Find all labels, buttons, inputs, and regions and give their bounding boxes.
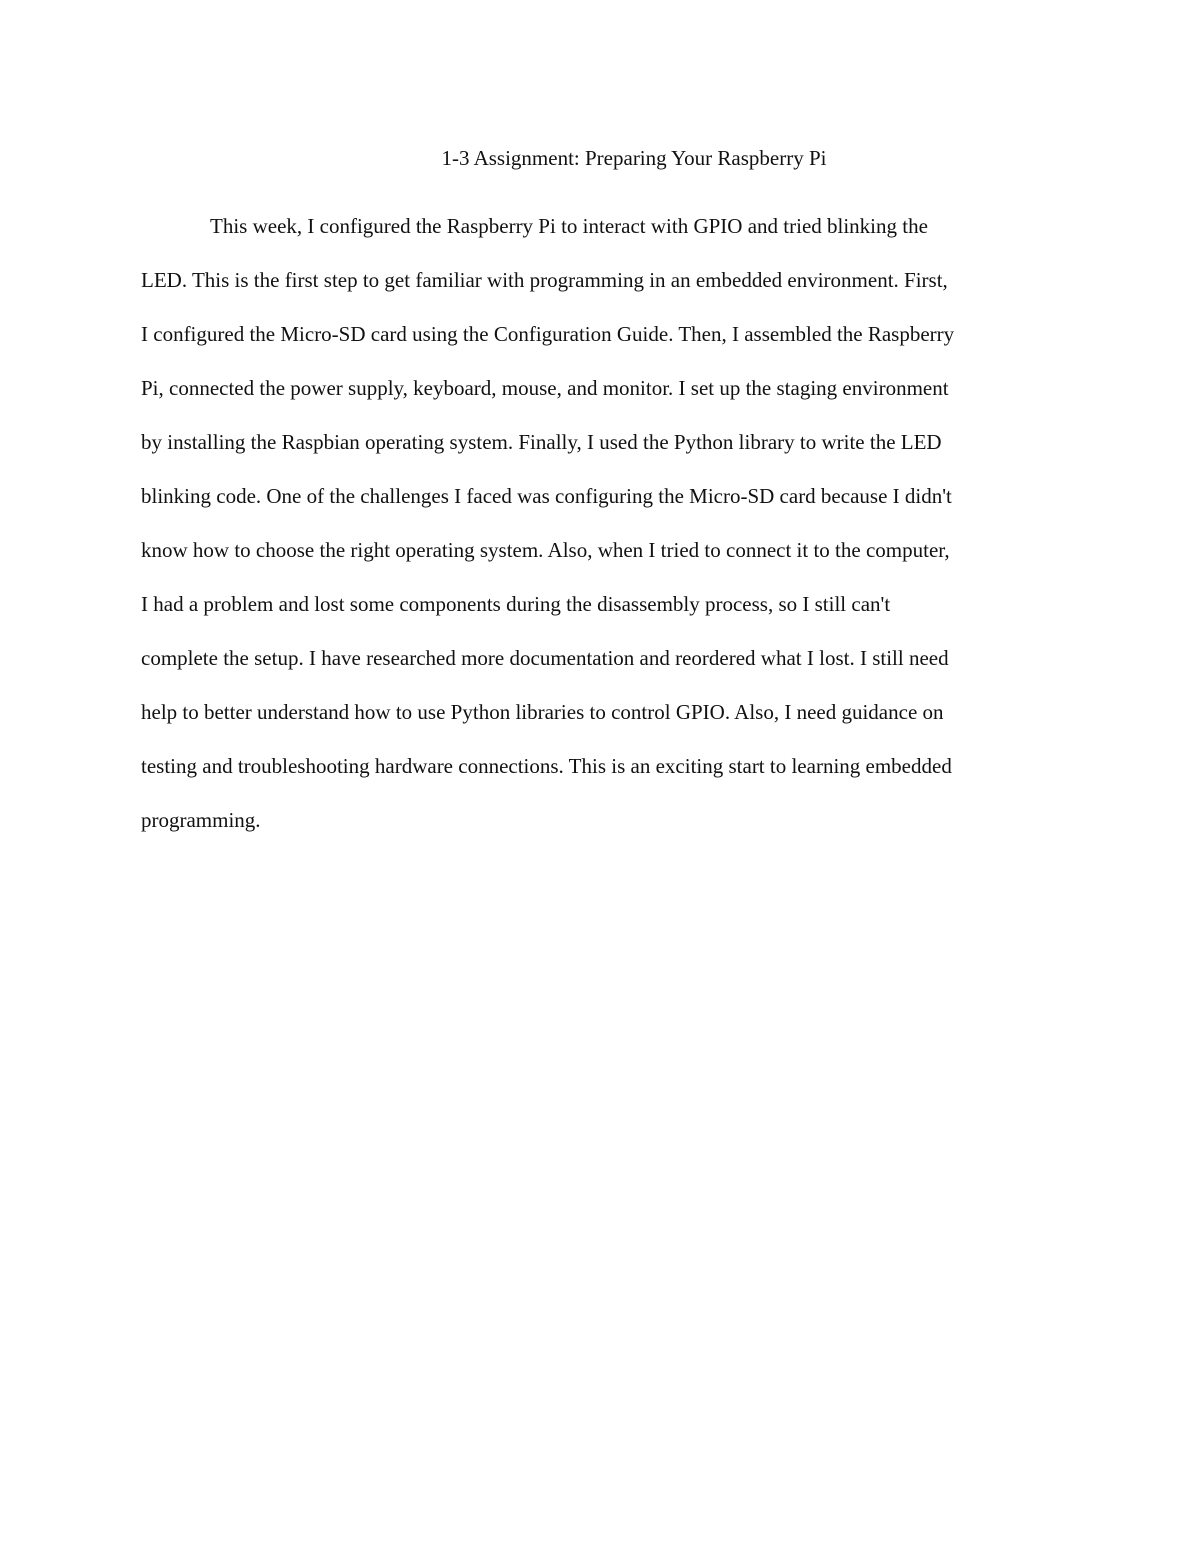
paragraph-line: know how to choose the right operating system. Also, when I tried to connect it to the computer, <box>141 538 950 562</box>
paragraph-line: testing and troubleshooting hardware connections. This is an exciting start to learning embedded <box>141 754 952 778</box>
paragraph-line: complete the setup. I have researched more documentation and reordered what I lost. I still need <box>141 646 949 670</box>
paragraph-line: blinking code. One of the challenges I faced was configuring the Micro-SD card because I didn't <box>141 484 952 508</box>
paragraph-line: I configured the Micro-SD card using the Configuration Guide. Then, I assembled the Raspberry <box>141 322 955 346</box>
paragraph-line: by installing the Raspbian operating system. Finally, I used the Python library to write the LED <box>141 430 942 454</box>
paragraph-line: Pi, connected the power supply, keyboard, mouse, and monitor. I set up the staging environment <box>141 376 949 400</box>
document-title: 1-3 Assignment: Preparing Your Raspberry Pi <box>441 146 827 170</box>
paragraph-line: This week, I configured the Raspberry Pi to interact with GPIO and tried blinking the <box>210 214 928 238</box>
paragraph-line: LED. This is the first step to get familiar with programming in an embedded environment. First, <box>141 268 948 292</box>
paragraph-line: I had a problem and lost some components during the disassembly process, so I still can't <box>141 592 891 616</box>
paragraph-line: help to better understand how to use Python libraries to control GPIO. Also, I need guidance on <box>141 700 944 724</box>
paragraph-line: programming. <box>141 808 261 832</box>
